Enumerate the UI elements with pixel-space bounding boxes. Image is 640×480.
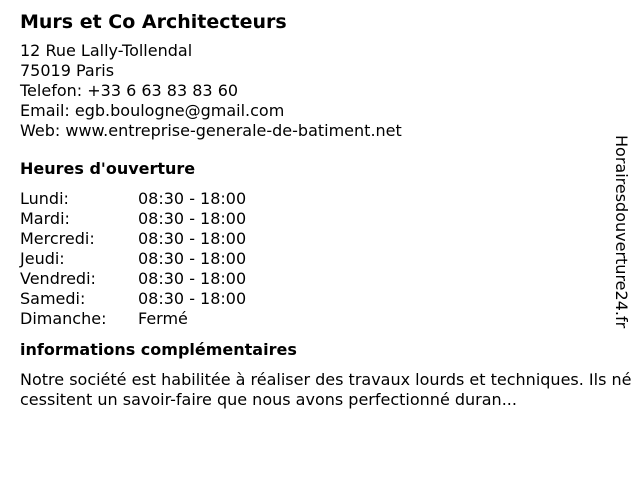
hours-day: Mercredi: bbox=[20, 229, 95, 248]
web-label: Web: bbox=[20, 121, 61, 140]
hours-day: Samedi: bbox=[20, 289, 86, 308]
business-name: Murs et Co Architecteurs bbox=[20, 11, 287, 33]
phone-number[interactable]: +33 6 63 83 83 60 bbox=[87, 81, 239, 100]
hours-time: 08:30 - 18:00 bbox=[138, 209, 247, 228]
info-text: Notre société est habilitée à réaliser des travaux lourds et techniques. Ils nécessitent un savoir-faire que nous avons perfectionné duran... bbox=[20, 370, 632, 409]
hours-row-mardi bbox=[20, 209, 620, 229]
web-link[interactable]: www.entreprise-generale-de-batiment.net bbox=[65, 121, 402, 140]
email-line bbox=[20, 101, 620, 121]
hours-day: Lundi: bbox=[20, 189, 69, 208]
hours-time: 08:30 - 18:00 bbox=[138, 269, 247, 288]
site-watermark: Horairesdouverture24.fr bbox=[612, 135, 631, 329]
email-address[interactable]: egb.boulogne@gmail.com bbox=[74, 101, 285, 120]
hours-list bbox=[20, 189, 620, 329]
web-line bbox=[20, 121, 620, 141]
hours-heading: Heures d'ouverture bbox=[20, 159, 196, 178]
address-city: 75019 Paris bbox=[20, 61, 115, 80]
hours-row-dimanche bbox=[20, 309, 620, 329]
phone-label: Telefon: bbox=[20, 81, 83, 100]
hours-row-vendredi bbox=[20, 269, 620, 289]
hours-day: Dimanche: bbox=[20, 309, 107, 328]
hours-time: 08:30 - 18:00 bbox=[138, 289, 247, 308]
hours-time: 08:30 - 18:00 bbox=[138, 189, 247, 208]
hours-time: 08:30 - 18:00 bbox=[138, 249, 247, 268]
hours-row-jeudi bbox=[20, 249, 620, 269]
hours-day: Mardi: bbox=[20, 209, 70, 228]
phone-line bbox=[20, 81, 620, 101]
address-street: 12 Rue Lally-Tollendal bbox=[20, 41, 193, 60]
hours-day: Vendredi: bbox=[20, 269, 96, 288]
hours-row-mercredi bbox=[20, 229, 620, 249]
hours-day: Jeudi: bbox=[20, 249, 65, 268]
info-heading: informations complémentaires bbox=[20, 340, 297, 359]
hours-row-samedi bbox=[20, 289, 620, 309]
email-label: Email: bbox=[20, 101, 70, 120]
hours-time: Fermé bbox=[138, 309, 188, 328]
hours-time: 08:30 - 18:00 bbox=[138, 229, 247, 248]
hours-row-lundi bbox=[20, 189, 620, 209]
